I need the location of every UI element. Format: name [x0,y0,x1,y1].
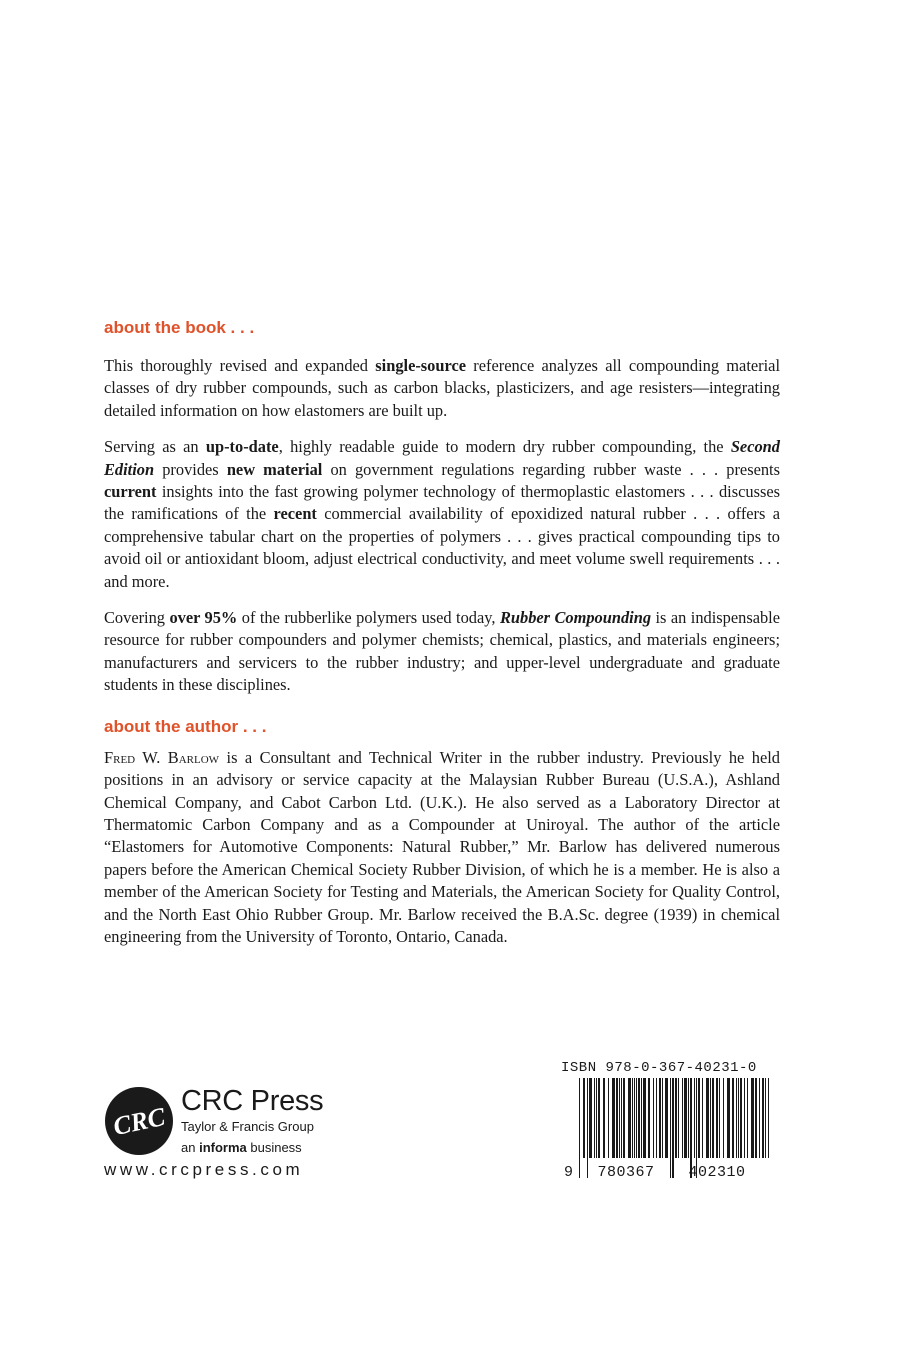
barcode-bar [643,1078,646,1158]
barcode-bar [598,1078,600,1158]
isbn-label: ISBN 978-0-367-40231-0 [561,1060,757,1076]
barcode-bar [759,1078,760,1158]
barcode-bar [594,1078,595,1158]
barcode-digits-right: 402310 [688,1164,746,1180]
barcode-bar [765,1078,766,1158]
barcode-bar [659,1078,661,1158]
barcode-bar [751,1078,754,1158]
barcode-bar [616,1078,618,1158]
barcode-bar [632,1078,633,1158]
barcode-bar [612,1078,615,1158]
barcode-bar [675,1078,677,1158]
barcode-bar [719,1078,720,1158]
barcode-bar [589,1078,592,1158]
barcode-bar [688,1078,689,1158]
barcode-bar [740,1078,742,1158]
barcode-bar [672,1078,674,1178]
barcode-bar [628,1078,631,1158]
barcode-bar [608,1078,609,1158]
barcode-bar [723,1078,724,1158]
barcode-bar [694,1078,695,1158]
barcode-bar [732,1078,734,1158]
barcode-bar [653,1078,654,1158]
about-author-heading: about the author . . . [104,716,267,736]
barcode-bar [641,1078,642,1158]
barcode-bar [623,1078,625,1158]
publisher-informa: an informa business [181,1140,302,1155]
barcode-bar [587,1078,588,1178]
barcode-bar [768,1078,769,1158]
barcode-bar [736,1078,737,1158]
barcode-bar [727,1078,730,1158]
crc-logo-icon [104,1086,174,1156]
barcode-bar [702,1078,703,1158]
barcode-bar [670,1078,671,1178]
barcode-bar [755,1078,757,1158]
publisher-group: Taylor & Francis Group [181,1119,314,1134]
barcode-icon [563,1078,781,1180]
barcode-bar [762,1078,764,1158]
barcode-bar [636,1078,637,1158]
barcode-bar [678,1078,679,1158]
barcode-bar [738,1078,739,1158]
barcode-bar [710,1078,711,1158]
barcode-bar [747,1078,748,1158]
barcode-bar [603,1078,605,1158]
barcode-bar [638,1078,640,1158]
barcode-bar [648,1078,650,1158]
barcode-bar [665,1078,668,1158]
about-book-heading: about the book . . . [104,318,255,337]
barcode-bar [619,1078,620,1158]
barcode-bar [696,1078,697,1178]
book-paragraph-1: This thoroughly revised and expanded single-source reference analyzes all compounding material classes of dry rubber compounds, such as carbon blacks, plasticizers, and age resisters—integrating detailed information on how elastomers are built up. [104,356,780,420]
publisher-name: CRC Press [181,1085,324,1117]
publisher-url: www.crcpress.com [104,1160,304,1179]
back-cover-text [104,318,780,948]
author-paragraph: Fred W. Barlow is a Consultant and Technical Writer in the rubber industry. Previously he held positions in an advisory or service capacity at the Malaysian Rubber Bureau (U.S.A.), Ashland Chemical Company, and Cabot Carbon Ltd. (U.K.). He also served as a Laboratory Director at Thermatomic Carbon Company and as a Compounder at Uniroyal. The author of the article “Elastomers for Automotive Components: Natural Rubber,” Mr. Barlow has delivered numerous papers before the American Chemical Society Rubber Division, of which he is a member. He is also a member of the American Society for Testing and Materials, the American Society for Quality Control, and the North East Ohio Rubber Group. Mr. Barlow received the B.A.Sc. degree (1939) in chemical engineering from the University of Toronto, Ontario, Canada. [104,747,780,946]
barcode-bar [579,1078,580,1178]
barcode-digit-first: 9 [564,1164,574,1180]
crc-logo-text: CRC [110,1101,168,1142]
barcode-bar [716,1078,718,1158]
barcode-bar [698,1078,700,1158]
barcode-bar [583,1078,585,1158]
barcode-bar [706,1078,709,1158]
barcode-bar [662,1078,663,1158]
author-name: Fred W. Barlow [104,747,220,767]
barcode-bar [682,1078,683,1158]
barcode-bar [690,1078,692,1178]
barcode-bar [596,1078,597,1158]
barcode-bar [712,1078,714,1158]
barcode-bar [744,1078,745,1158]
book-paragraph-3: Covering over 95% of the rubberlike polymers used today, Rubber Compounding is an indispensable resource for rubber compounders and polymer chemists; chemical, plastics, and materials engineers; manufacturers and servicers to the rubber industry; and upper-level undergraduate and graduate students in these disciplines. [104,608,780,695]
barcode-bar [684,1078,687,1158]
barcode-digits-left: 780367 [597,1164,655,1180]
barcode-bar [634,1078,635,1158]
barcode-bar [621,1078,622,1158]
book-paragraph-2: Serving as an up-to-date, highly readable guide to modern dry rubber compounding, the Second Edition provides new material on government regulations regarding rubber waste . . . presents current insights into the fast growing polymer technology of thermoplastic elastomers . . . discusses the ramifications of the recent commercial availability of epoxidized natural rubber . . . offers a comprehensive tabular chart on the properties of polymers . . . gives practical compounding tips to avoid oil or antioxidant bloom, adjust electrical conductivity, and meet volume swell requirements . . . and more. [104,437,780,591]
barcode-bar [656,1078,657,1158]
barcode-bars [579,1078,769,1178]
